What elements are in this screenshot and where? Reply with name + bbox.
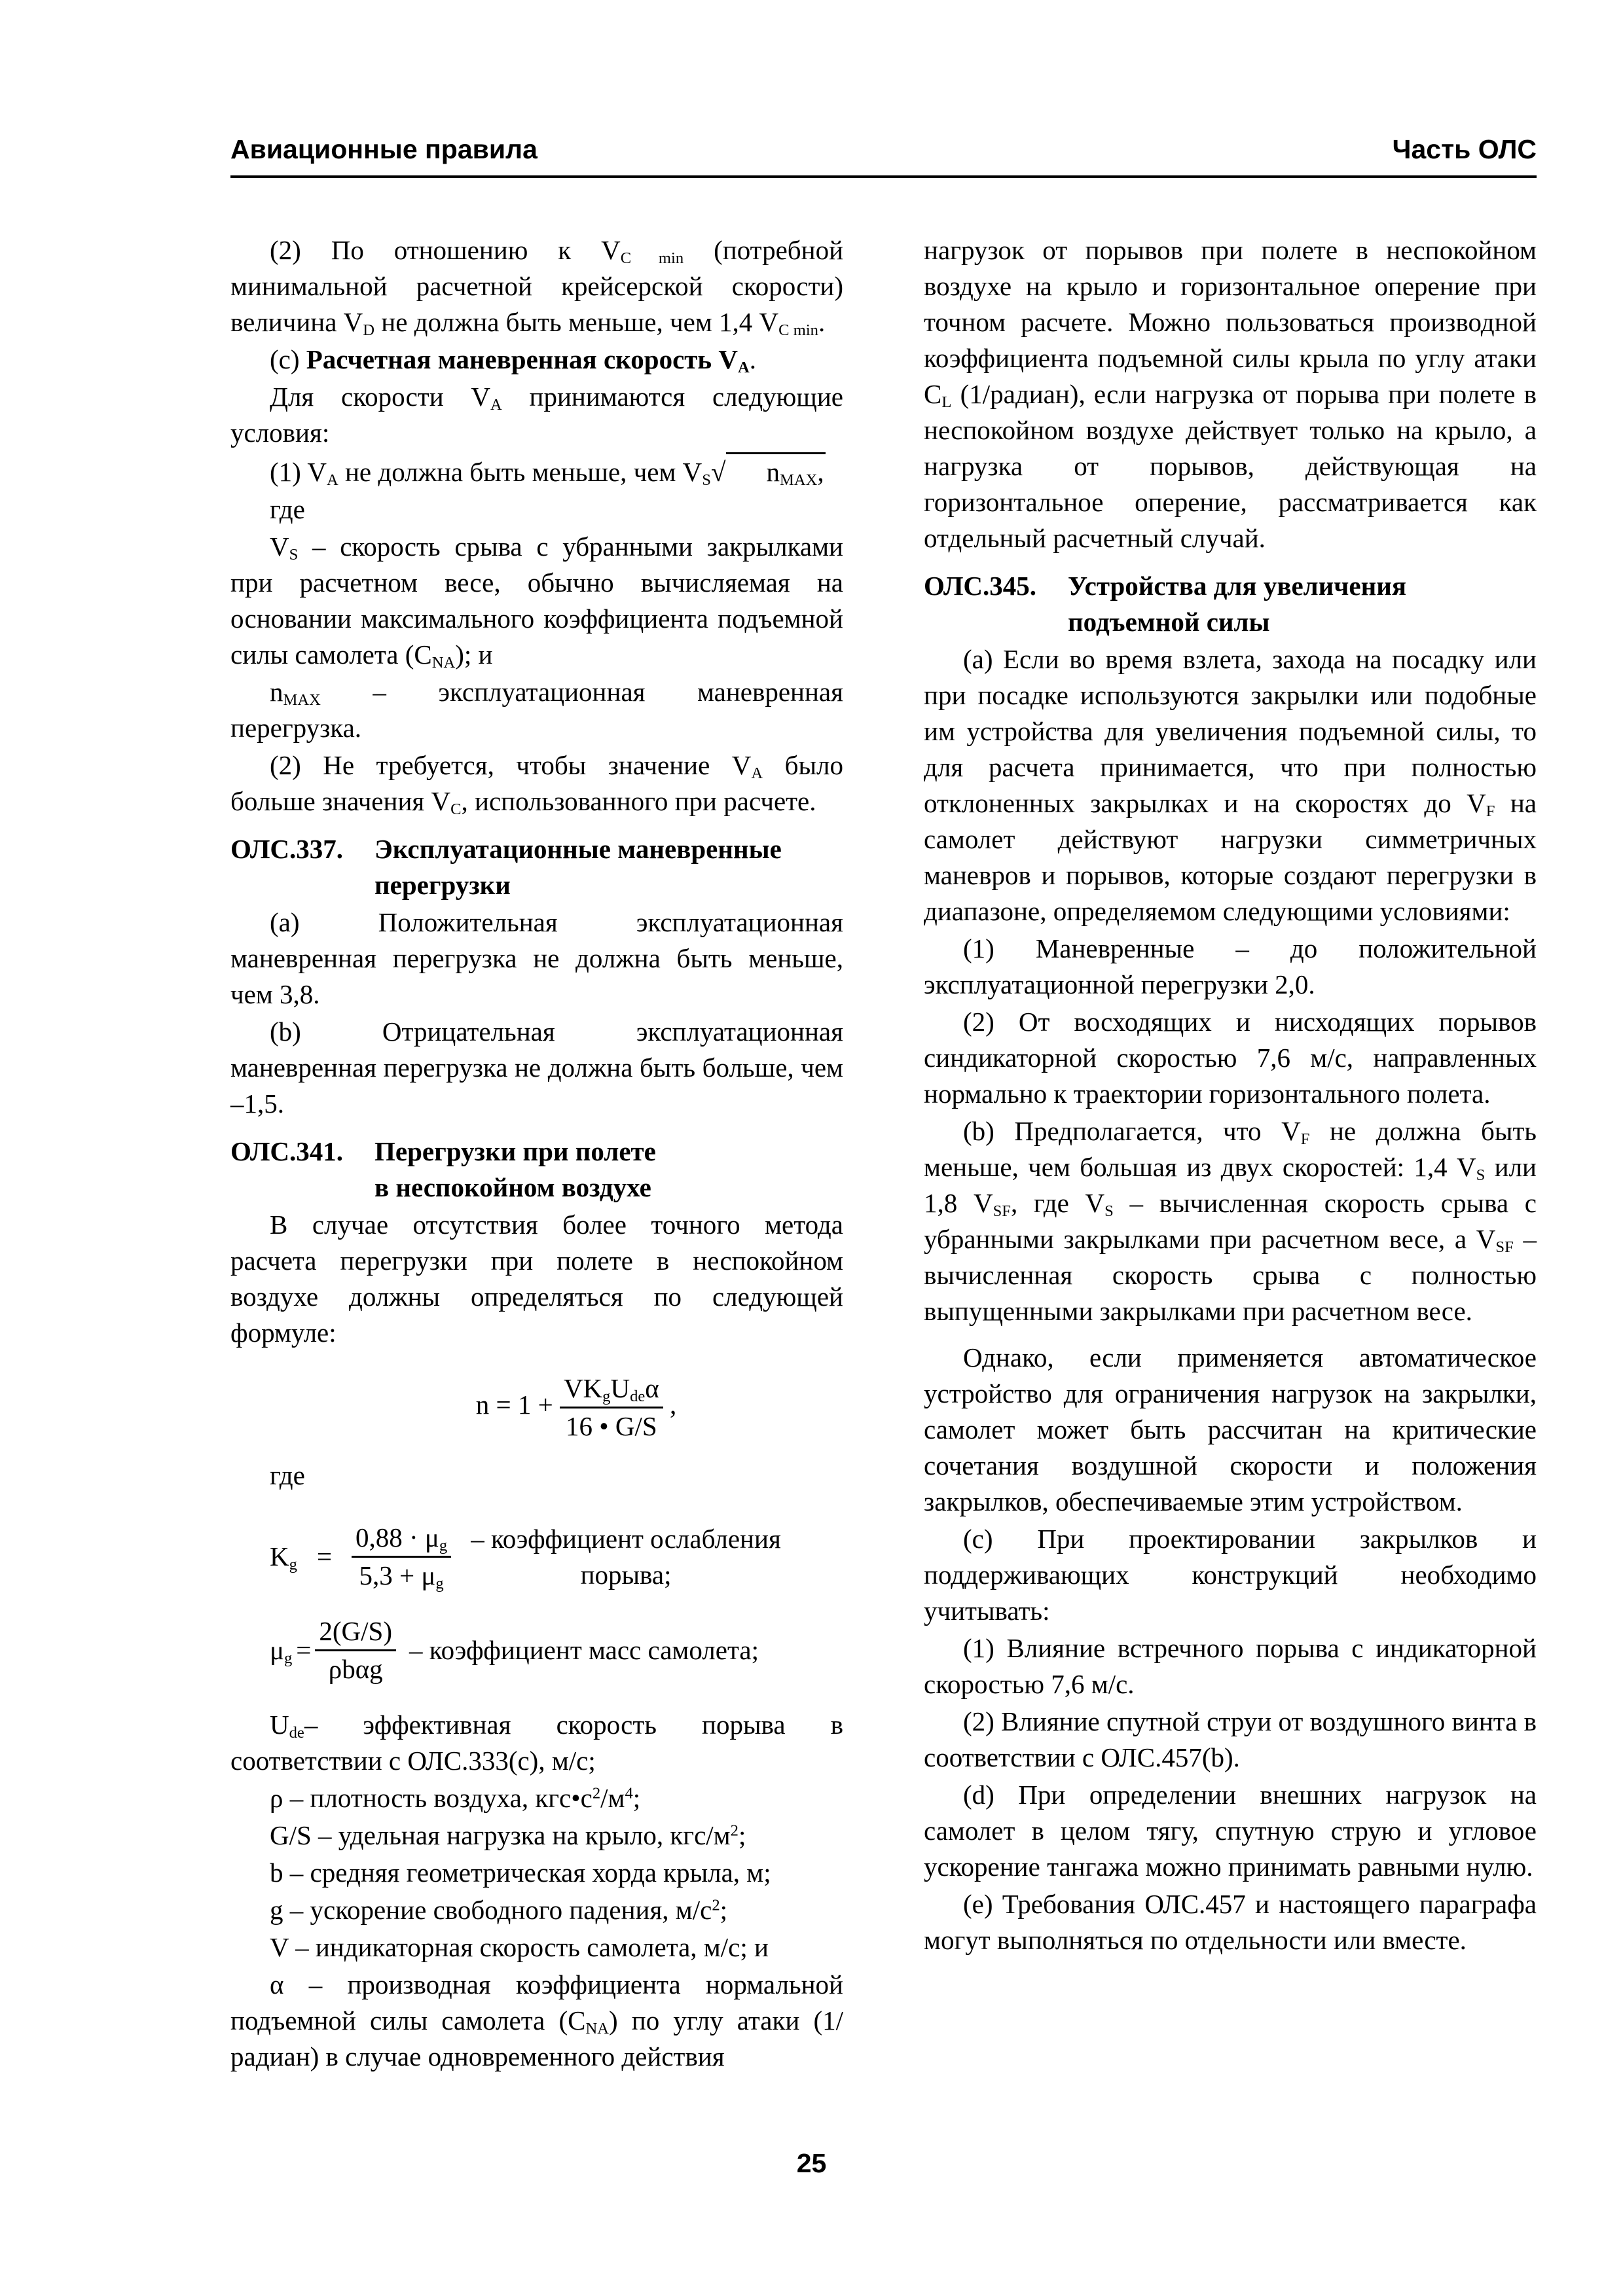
paragraph-345-e: (e) Требования ОЛС.457 и настоящего параграфа могут выполняться по отдельности или вместе. (924, 1889, 1537, 1955)
paragraph-where-1: где (270, 494, 305, 524)
paragraph-345-b: (b) Предполагается, что $V_F$ не должна быть меньше, чем большая из двух скоростей: 1,4 $V_S$ или 1,8 $V_{SF}$, где $V_S$ – вычисленная скорость срыва с убранными закрылками при расчетном весе, а $V_{SF}$ – вычисленная скорость срыва с полностью выпущенными закрылками при расчетном весе. (924, 1116, 1537, 1326)
formula-n: n = 1 + $\frac{VK_gU_{de}\alpha}{16 • G/S}$ , (475, 1373, 677, 1441)
paragraph-va-conditions: Для скорости $V_A$ принимаются следующие условия: (230, 382, 843, 448)
paragraph-va-1: (1) $V_A$ не должна быть меньше, чем $V_S√$ $n_{MAX}$, (230, 452, 843, 490)
formula-mu: $\mu_g$ = $\frac{2(G/S)}{\text{ρbαg}}$ – коэффициент масс самолета; (270, 1616, 759, 1684)
paragraph-345-a: (a) Если во время взлета, захода на посадку или при посадке используются закрылки или подобные им устройства для увеличения подъемной силы, то для расчета принимается, что при полностью отклоненных закрылках и на скоростях до $V_F$ на самолет действуют нагрузки симметричных маневров и порывов, которые создают перегрузки в диапазоне, определяемом следующими условиями: (924, 644, 1537, 926)
paragraph-345-c: (c) При проектировании закрылков и поддерживающих конструкций необходимо учитывать: (924, 1524, 1537, 1626)
right-column (924, 232, 1537, 1960)
paragraph-341: В случае отсутствия более точного метода расчета перегрузки при полете в неспокойном воздухе должны определяться по следующей формуле: (230, 1210, 843, 1348)
section-heading-337: ОЛС.337. Эксплуатационные маневренные перегрузки (230, 834, 782, 900)
paragraph-ude: $U_{de}-$ эффективная скорость порыва в соответствии с ОЛС.333(c), м/с; (230, 1710, 843, 1776)
page-number: 25 (796, 2148, 827, 2178)
paragraph-g: g – ускорение свободного падения, $м/с^2$; (270, 1895, 728, 1925)
header-right: Часть ОЛС (1392, 134, 1537, 164)
paragraph-vd: (2) По отношению к $V_{C min}$ (потребной минимальной расчетной крейсерской скорости) величина $V_D$ не должна быть меньше, чем 1,4 $V_{C min}$. (230, 235, 844, 340)
paragraph-va-title: (c) Расчетная маневренная скорость $V_A$. (270, 344, 756, 377)
paragraph-345-d: (d) При определении внешних нагрузок на самолет в целом тягу, спутную струю и угловое ускорение тангажа можно принимать равными нулю. (924, 1780, 1537, 1882)
paragraph-where-2: где (270, 1460, 305, 1490)
paragraph-345-a1: (1) Маневренные – до положительной эксплуатационной перегрузки 2,0. (924, 933, 1537, 999)
paragraph-nmax-def: $n_{MAX}$ – эксплуатационная маневренная перегрузка. (230, 677, 843, 743)
formula-kg: $K_g$ = $\frac{0,88 \cdot \mu_g}{5,3 + \mu_g}$ – коэффициент ослабления порыва; (270, 1522, 781, 1593)
paragraph-337-a: (a) Положительная эксплуатационная маневренная перегрузка не должна быть меньше, чем 3,8. (230, 907, 843, 1009)
left-column (230, 232, 843, 2076)
paragraph-345-c2: (2) Влияние спутной струи от воздушного винта в соответствии с ОЛС.457(b). (924, 1706, 1537, 1772)
paragraph-345-c1: (1) Влияние встречного порыва с индикаторной скоростью 7,6 м/с. (924, 1633, 1537, 1699)
header-rule (230, 175, 1537, 178)
paragraph-337-b: (b) Отрицательная эксплуатационная маневренная перегрузка не должна быть больше, чем –1,5. (230, 1016, 843, 1119)
paragraph-va-2: (2) Не требуется, чтобы значение $V_A$ было больше значения $V_C$, использованного при расчете. (230, 750, 843, 819)
paragraph-v: V – индикаторная скорость самолета, м/с; и (270, 1932, 769, 1962)
section-heading-341: ОЛС.341. Перегрузки при полете в неспокойном воздухе (230, 1136, 656, 1202)
header-left: Авиационные правила (230, 134, 538, 164)
section-heading-345: ОЛС.345. Устройства для увеличения подъемной силы (924, 571, 1407, 637)
paragraph-gs: G/S – удельная нагрузка на крыло, кгс/$м^2$; (270, 1820, 746, 1850)
paragraph-vs-def: $V_S$ – скорость срыва с убранными закрылками при расчетном весе, обычно вычисляемая на основании максимального коэффициента подъемной силы самолета $(C_{NA})$; и (230, 531, 843, 672)
paragraph-rho: ρ – плотность воздуха, $кгс•с^2/м^4$; (270, 1783, 641, 1813)
paragraph-however: Однако, если применяется автоматическое устройство для ограничения нагрузок на закрылки, самолет может быть рассчитан на критические сочетания воздушной скорости и положения закрылков, обеспечиваемые этим устройством. (924, 1342, 1537, 1516)
paragraph-345-a2: (2) От восходящих и нисходящих порывов синдикаторной скоростью 7,6 м/с, направленных нормально к траектории горизонтального полета. (924, 1007, 1537, 1109)
paragraph-b: b – средняя геометрическая хорда крыла, м; (270, 1857, 771, 1888)
paragraph-alpha: α – производная коэффициента нормальной подъемной силы самолета $(C_{NA})$ по углу атаки (1/радиан) в случае одновременного действия (230, 1969, 843, 2072)
paragraph-continued: нагрузок от порывов при полете в неспокойном воздухе на крыло и горизонтальное оперение при точном расчете. Можно пользоваться производной коэффициента подъемной силы крыла по углу атаки $C_L$ (1/радиан), если нагрузка от порыва при полете в неспокойном воздухе действует только на крыло, а нагрузка от порывов, действующая на горизонтальное оперение, рассматривается как отдельный расчетный случай. (924, 235, 1537, 553)
